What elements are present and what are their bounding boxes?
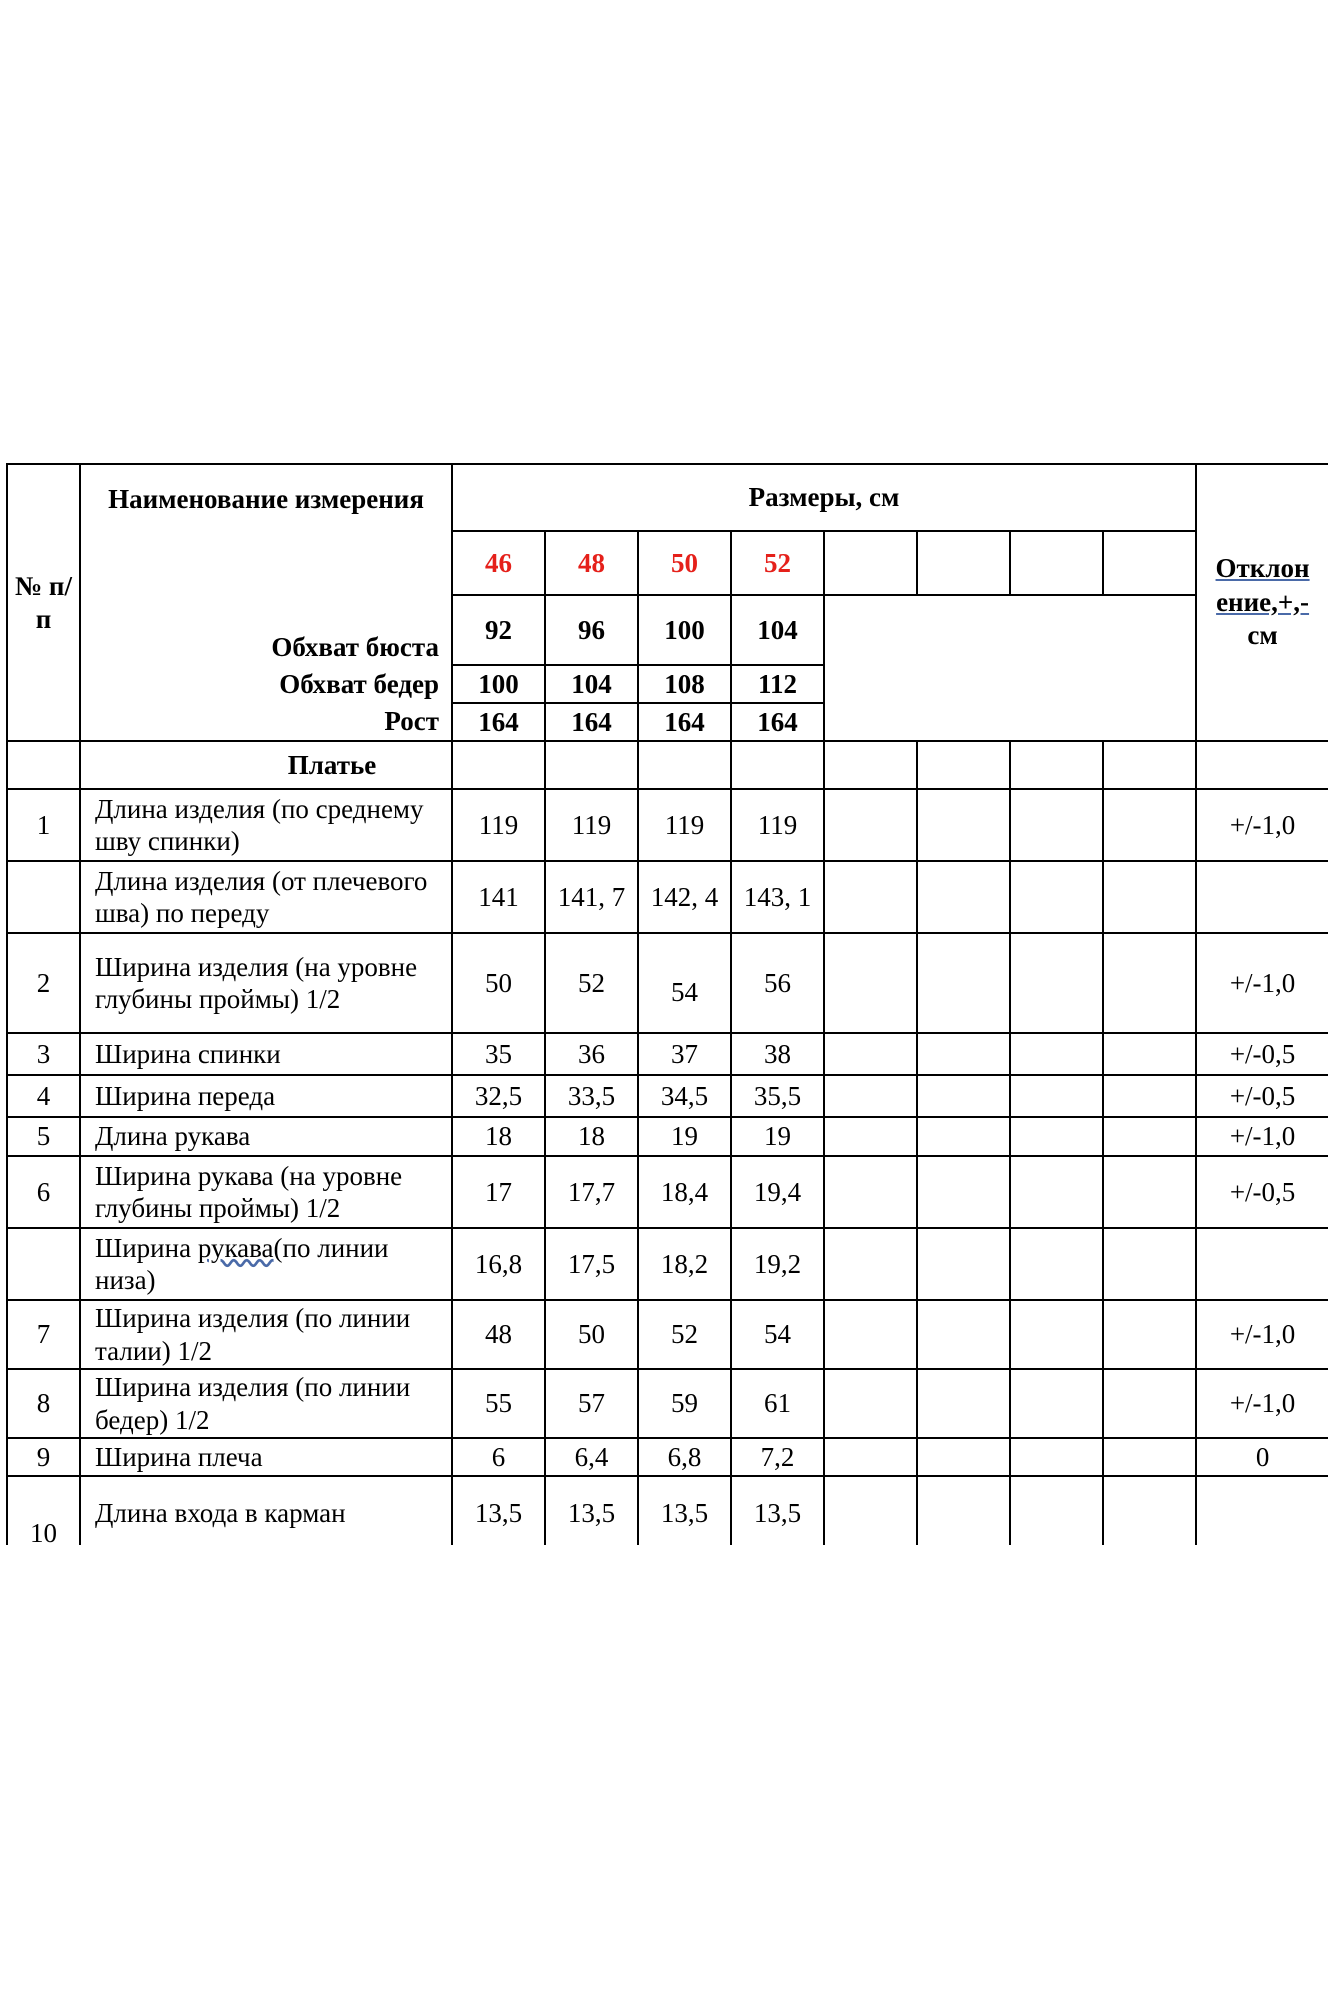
empty-cell [1103,1438,1196,1476]
table-row [7,1117,1328,1156]
row-value: 54 [638,933,731,1033]
empty-size-cell [917,531,1010,595]
row-name: Ширина изделия (на уровне глубины проймы) 1/2 [80,933,452,1033]
empty-param-cell [824,595,1196,665]
empty-cell [1103,1369,1196,1438]
param-label-height: Рост [80,703,452,741]
row-value: 17 [452,1156,545,1228]
group-row [7,741,1328,789]
empty-cell [1010,1438,1103,1476]
row-name: Длина изделия (от плечевого шва) по переду [80,861,452,933]
row-value: 33,5 [545,1075,638,1117]
param-row-bust [7,595,1328,665]
row-deviation: +/-1,0 [1196,1117,1328,1156]
empty-cell [824,1369,917,1438]
row-number: 8 [7,1369,80,1438]
empty-cell [731,741,824,789]
size-table [6,463,1328,1545]
row-name: Ширина переда [80,1075,452,1117]
empty-cell [1010,1476,1103,1545]
row-number: 3 [7,1033,80,1075]
empty-cell [1010,1033,1103,1075]
param-value: 112 [731,665,824,703]
param-row-height [7,703,1328,741]
row-value: 142, 4 [638,861,731,933]
row-value: 13,5 [638,1476,731,1545]
param-row-hips [7,665,1328,703]
empty-size-cell [1103,531,1196,595]
row-value: 141 [452,861,545,933]
empty-cell [824,1075,917,1117]
empty-cell [917,861,1010,933]
col-name-header: Наименование измерения [80,464,452,595]
row-name [80,1228,452,1300]
row-value: 37 [638,1033,731,1075]
row-value: 59 [638,1369,731,1438]
empty-cell [1103,1075,1196,1117]
row-number: 1 [7,789,80,861]
table-row [7,1369,1328,1438]
size-52: 52 [731,531,824,595]
row-name: Ширина спинки [80,1033,452,1075]
col-num-header-text: № п/п [15,571,72,634]
row-value: 19 [638,1117,731,1156]
row-value: 13,5 [452,1476,545,1545]
row-deviation: +/-1,0 [1196,789,1328,861]
empty-cell [7,741,80,789]
row-value: 35,5 [731,1075,824,1117]
row-value: 34,5 [638,1075,731,1117]
row-value: 36 [545,1033,638,1075]
deviation-header-part-3: см [1247,620,1278,651]
row-value: 50 [452,933,545,1033]
row-deviation [1196,1228,1328,1300]
empty-cell [1103,861,1196,933]
empty-cell [1103,1228,1196,1300]
empty-cell [917,1369,1010,1438]
empty-cell [545,741,638,789]
table-row [7,933,1328,1033]
row-value: 18,4 [638,1156,731,1228]
empty-cell [824,861,917,933]
deviation-header [1196,464,1328,741]
empty-cell [917,1300,1010,1369]
row-value: 17,5 [545,1228,638,1300]
size-46: 46 [452,531,545,595]
empty-cell [1010,1300,1103,1369]
empty-cell [638,741,731,789]
group-title: Платье [80,741,452,789]
empty-cell [917,1117,1010,1156]
empty-cell [1103,1300,1196,1369]
row-value: 13,5 [545,1476,638,1545]
row-value: 19 [731,1117,824,1156]
empty-size-cell [1010,531,1103,595]
param-value: 100 [638,595,731,665]
row-value: 48 [452,1300,545,1369]
size-chart-sheet [6,463,1328,1545]
row-value: 35 [452,1033,545,1075]
table-row [7,1438,1328,1476]
row-deviation: +/-1,0 [1196,1300,1328,1369]
empty-cell [1103,933,1196,1033]
empty-cell [824,1476,917,1545]
param-value: 164 [545,703,638,741]
row-value: 55 [452,1369,545,1438]
row-number: 10 [7,1476,80,1545]
empty-param-cell [824,665,1196,703]
row-value: 19,4 [731,1156,824,1228]
row-value: 119 [452,789,545,861]
row-value: 141, 7 [545,861,638,933]
param-label-bust: Обхват бюста [80,595,452,665]
row-value: 52 [638,1300,731,1369]
empty-cell [1103,789,1196,861]
header-row-1 [7,464,1328,531]
empty-cell [1010,1228,1103,1300]
empty-cell [917,1156,1010,1228]
row-deviation: +/-1,0 [1196,933,1328,1033]
empty-cell [824,933,917,1033]
empty-cell [1010,1369,1103,1438]
row-value: 119 [545,789,638,861]
row-name: Длина входа в карман [80,1476,452,1545]
empty-cell [1010,861,1103,933]
row-value: 32,5 [452,1075,545,1117]
param-value: 164 [638,703,731,741]
row-value: 6,8 [638,1438,731,1476]
row-value: 61 [731,1369,824,1438]
row-deviation: 0 [1196,1438,1328,1476]
row-value: 50 [545,1300,638,1369]
row-value: 56 [731,933,824,1033]
table-row [7,1156,1328,1228]
param-value: 96 [545,595,638,665]
row-value: 6 [452,1438,545,1476]
empty-cell [917,789,1010,861]
param-value: 164 [452,703,545,741]
row-number: 2 [7,933,80,1033]
row-deviation: +/-0,5 [1196,1156,1328,1228]
row-deviation [1196,861,1328,933]
row-value: 143, 1 [731,861,824,933]
row-number [7,1228,80,1300]
empty-cell [824,1117,917,1156]
row-value: 17,7 [545,1156,638,1228]
row-value: 18 [452,1117,545,1156]
row-value: 119 [731,789,824,861]
row-name: Ширина изделия (по линии талии) 1/2 [80,1300,452,1369]
empty-cell [1010,1075,1103,1117]
row-deviation: +/-1,0 [1196,1369,1328,1438]
row-value: 52 [545,933,638,1033]
empty-cell [824,789,917,861]
row-value: 18,2 [638,1228,731,1300]
row-name-part: Ширина [95,1232,198,1263]
row-value: 54 [731,1300,824,1369]
row-number: 5 [7,1117,80,1156]
deviation-header-part-1: Отклон [1215,552,1310,583]
row-name-part: (по линии низа) [95,1232,389,1295]
param-value: 104 [731,595,824,665]
empty-cell [824,1438,917,1476]
row-value: 6,4 [545,1438,638,1476]
row-number: 4 [7,1075,80,1117]
param-value: 100 [452,665,545,703]
empty-cell [1010,741,1103,789]
table-row [7,789,1328,861]
row-value: 119 [638,789,731,861]
empty-cell [917,1438,1010,1476]
empty-cell [824,1033,917,1075]
empty-cell [917,933,1010,1033]
empty-cell [1103,1033,1196,1075]
row-value: 19,2 [731,1228,824,1300]
row-value: 16,8 [452,1228,545,1300]
row-deviation: +/-0,5 [1196,1075,1328,1117]
sizes-header: Размеры, см [452,464,1196,531]
table-row [7,1228,1328,1300]
empty-cell [452,741,545,789]
empty-cell [1103,1156,1196,1228]
row-deviation: +/-0,5 [1196,1033,1328,1075]
empty-cell [1103,1476,1196,1545]
table-row [7,1075,1328,1117]
row-name: Ширина плеча [80,1438,452,1476]
row-number: 7 [7,1300,80,1369]
table-row [7,1300,1328,1369]
empty-cell [1196,741,1328,789]
row-value: 13,5 [731,1476,824,1545]
param-value: 104 [545,665,638,703]
row-number: 6 [7,1156,80,1228]
deviation-header-part-2: ение,+,- [1216,586,1310,617]
table-row [7,1033,1328,1075]
row-name: Ширина изделия (по линии бедер) 1/2 [80,1369,452,1438]
empty-cell [917,741,1010,789]
empty-cell [824,741,917,789]
empty-cell [824,1300,917,1369]
table-row [7,1476,1328,1545]
size-48: 48 [545,531,638,595]
empty-cell [824,1228,917,1300]
param-value: 92 [452,595,545,665]
param-value: 108 [638,665,731,703]
row-name: Длина рукава [80,1117,452,1156]
row-name: Длина изделия (по среднему шву спинки) [80,789,452,861]
row-number [7,861,80,933]
row-value: 57 [545,1369,638,1438]
empty-cell [917,1476,1010,1545]
param-value: 164 [731,703,824,741]
empty-cell [1010,789,1103,861]
row-name: Ширина рукава (на уровне глубины проймы) 1/2 [80,1156,452,1228]
empty-cell [1010,933,1103,1033]
empty-cell [1103,1117,1196,1156]
empty-cell [917,1075,1010,1117]
empty-cell [1010,1156,1103,1228]
empty-cell [1010,1117,1103,1156]
row-name-part-underlined: рукава [197,1232,274,1263]
param-label-hips: Обхват бедер [80,665,452,703]
row-value: 7,2 [731,1438,824,1476]
empty-cell [917,1228,1010,1300]
empty-size-cell [824,531,917,595]
empty-cell [917,1033,1010,1075]
empty-cell [1103,741,1196,789]
row-deviation [1196,1476,1328,1545]
empty-cell [824,1156,917,1228]
col-num-header [7,464,80,741]
size-50: 50 [638,531,731,595]
table-row [7,861,1328,933]
row-value: 18 [545,1117,638,1156]
row-value: 38 [731,1033,824,1075]
row-number: 9 [7,1438,80,1476]
empty-param-cell [824,703,1196,741]
